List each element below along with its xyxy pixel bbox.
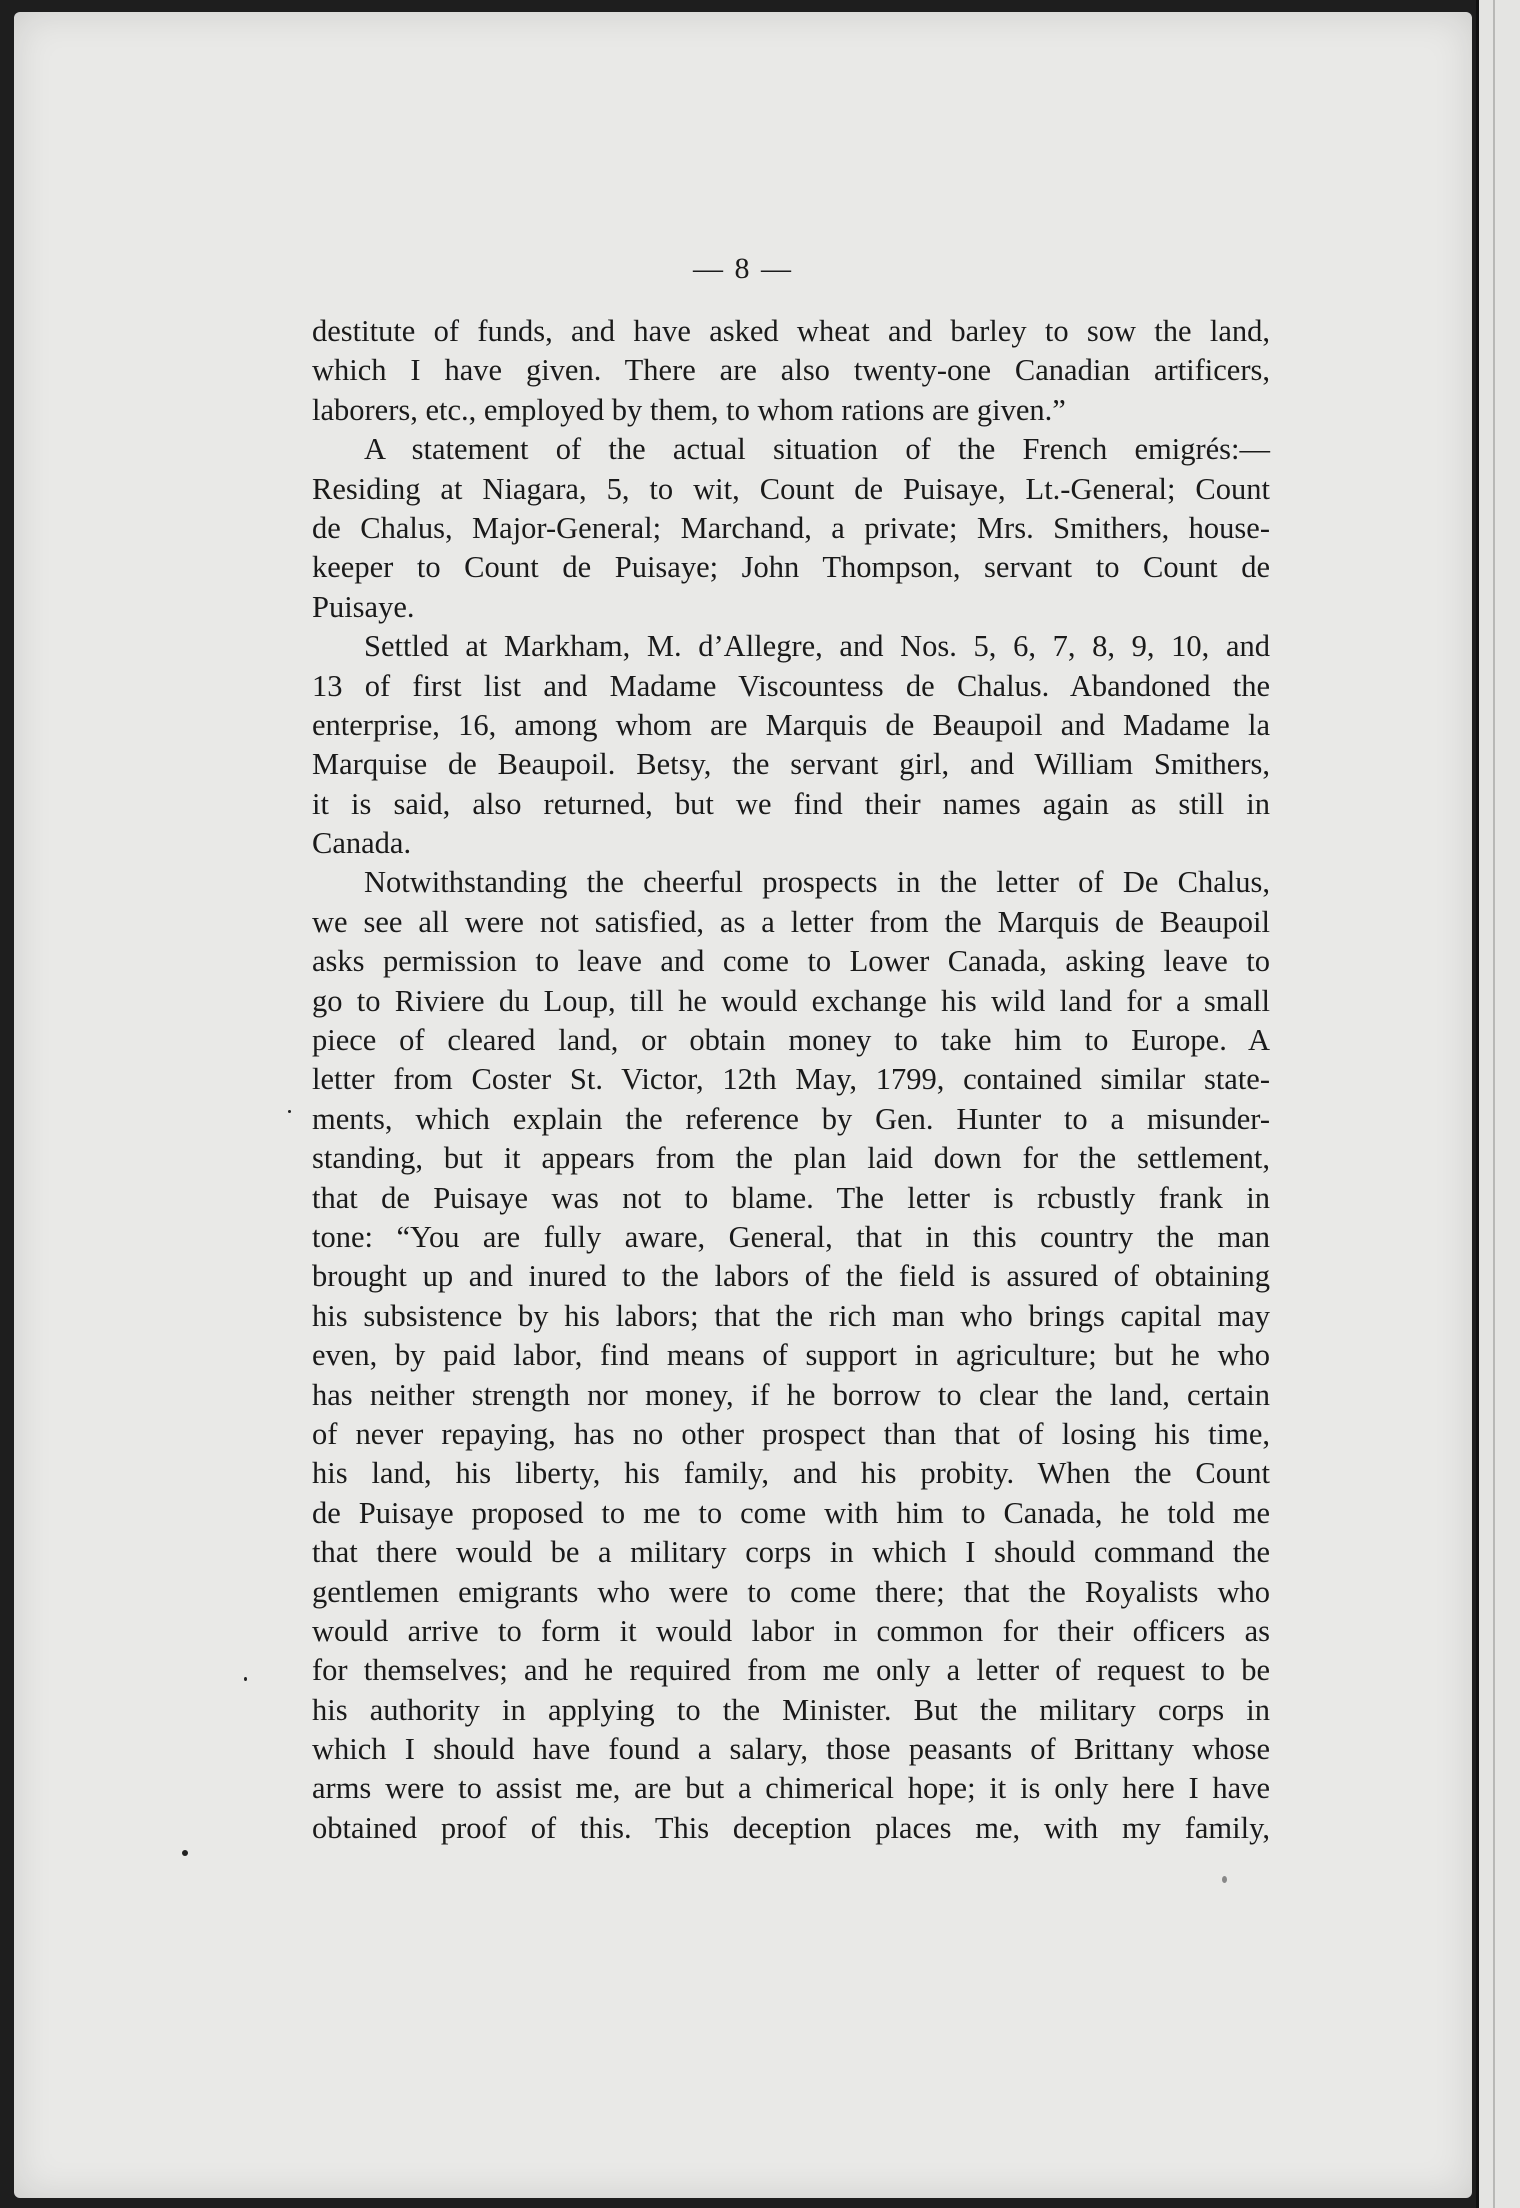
text-line: for themselves; and he required from me only a letter of request to be (312, 1653, 1270, 1688)
text-line: which I have given. There are also twenty-one Canadian artificers, (312, 353, 1270, 388)
facing-page-edge (1476, 0, 1520, 2208)
text-line: piece of cleared land, or obtain money to take him to Europe. A (312, 1023, 1270, 1058)
scan-speck (182, 1850, 188, 1856)
body-text (312, 312, 1270, 1848)
text-line: his land, his liberty, his family, and his probity. When the Count (312, 1456, 1270, 1491)
text-line: Notwithstanding the cheerful prospects in the letter of De Chalus, (364, 865, 1270, 900)
text-line: that de Puisaye was not to blame. The letter is rcbustly frank in (312, 1180, 1270, 1215)
text-line: asks permission to leave and come to Lower Canada, asking leave to (312, 944, 1270, 979)
text-line: ments, which explain the reference by Gen. Hunter to a misunder- (312, 1101, 1270, 1136)
text-line: standing, but it appears from the plan laid down for the settlement, (312, 1141, 1270, 1176)
text-line: arms were to assist me, are but a chimerical hope; it is only here I have (312, 1771, 1270, 1806)
text-line: keeper to Count de Puisaye; John Thompson, servant to Count de (312, 550, 1270, 585)
text-line: Residing at Niagara, 5, to wit, Count de Puisaye, Lt.-General; Count (312, 471, 1270, 506)
text-line: letter from Coster St. Victor, 12th May, 1799, contained similar state- (312, 1062, 1270, 1097)
text-line: obtained proof of this. This deception places me, with my family, (312, 1810, 1270, 1845)
text-line: his subsistence by his labors; that the rich man who brings capital may (312, 1298, 1270, 1333)
text-line: which I should have found a salary, those peasants of Brittany whose (312, 1732, 1270, 1767)
scan-speck (288, 1110, 291, 1113)
text-line: of never repaying, has no other prospect than that of losing his time, (312, 1416, 1270, 1451)
text-line: has neither strength nor money, if he borrow to clear the land, certain (312, 1377, 1270, 1412)
text-line: destitute of funds, and have asked wheat and barley to sow the land, (312, 314, 1270, 348)
text-line: 13 of first list and Madame Viscountess de Chalus. Abandoned the (312, 668, 1270, 703)
text-line: his authority in applying to the Minister. But the military corps in (312, 1692, 1270, 1727)
text-line: laborers, etc., employed by them, to whom rations are given.” (312, 392, 1066, 427)
text-line: de Puisaye proposed to me to come with him to Canada, he told me (312, 1495, 1270, 1530)
text-line: would arrive to form it would labor in common for their officers as (312, 1613, 1270, 1648)
page-number: — 8 — (693, 252, 793, 285)
text-line: brought up and inured to the labors of the field is assured of obtaining (312, 1259, 1270, 1294)
text-line: de Chalus, Major-General; Marchand, a private; Mrs. Smithers, house- (312, 510, 1270, 545)
text-line: gentlemen emigrants who were to come there; that the Royalists who (312, 1574, 1270, 1609)
text-line: that there would be a military corps in which I should command the (312, 1535, 1270, 1570)
scan-speck (244, 1677, 247, 1681)
text-line: A statement of the actual situation of the French emigrés:— (364, 432, 1270, 467)
document-page (14, 12, 1472, 2198)
text-line: Settled at Markham, M. d’Allegre, and Nos. 5, 6, 7, 8, 9, 10, and (364, 629, 1270, 664)
text-line: tone: “You are fully aware, General, that in this country the man (312, 1219, 1270, 1254)
scan-speck (1222, 1876, 1227, 1883)
text-line: enterprise, 16, among whom are Marquis de Beaupoil and Madame la (312, 707, 1270, 742)
text-line: Canada. (312, 826, 412, 861)
text-line: Marquise de Beaupoil. Betsy, the servant girl, and William Smithers, (312, 747, 1270, 782)
page-edge-line (1493, 0, 1495, 2208)
text-line: even, by paid labor, find means of support in agriculture; but he who (312, 1338, 1270, 1373)
text-line: Puisaye. (312, 589, 415, 624)
text-line: we see all were not satisfied, as a letter from the Marquis de Beaupoil (312, 904, 1270, 939)
text-line: it is said, also returned, but we find their names again as still in (312, 786, 1270, 821)
text-line: go to Riviere du Loup, till he would exchange his wild land for a small (312, 983, 1270, 1018)
